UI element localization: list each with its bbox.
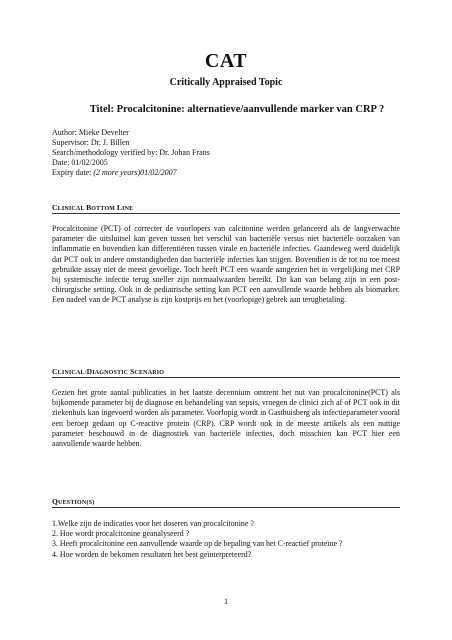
question-item: 2. Hoe wordt procalcitonine geanalyseerd ? xyxy=(52,529,190,539)
expiry-note: (2 more years) xyxy=(93,168,141,177)
document-title: Titel: Procalcitonine: alternatieve/aanvullende marker van CRP ? xyxy=(89,104,385,115)
page-subtitle: Critically Appraised Topic xyxy=(169,77,283,88)
question-item: 4. Hoe worden de bekomen resultaten het best geïnterpreteerd? xyxy=(52,549,252,559)
scenario-paragraph: Gezien het grote aantal publicaties in het laatste decennium omtrent het nut van procalcitonine(PCT) als bijkomende parameter bij de diagnose en behandeling van sepsis, vroegen de clinici zich af of PCT ook in dit ziekenhuis kan ingevoerd worden als parameter. Voorlopig wordt in Gasthuisberg als infectieparameter vooral een beroep gedaan op C-reactive protein (CRP). CRP wordt ook in de meeste artikels als een nuttige parameter beschouwd in de diagnostiek van bacteriële infecties, doch misschien kan PCT hier een aanvullende waarde hebben. xyxy=(52,388,400,449)
section-heading-questions: QUESTION(S) xyxy=(52,497,400,508)
page-number: 1 xyxy=(224,597,228,606)
question-item: 1.Welke zijn de indicaties voor het doseren van procalcitonine ? xyxy=(52,519,254,528)
bottom-line-paragraph: Procalcitonine (PCT) of correcter de voorlopers van calcitonine werden gelanceerd als de langverwachte parameter die uitsluitsel kan geven tussen het verschil van bacteriële versus niet bacteriële oorzaken van inflammatie en bovendien kan differentiëren tussen virale en bacteriële infecties. Gaandeweg werd duidelijk dat PCT ook in andere omstandigheden dan bacteriële infecties kan stijgen. Bovendien is de tot nu toe meest gebruikte assay niet de meest gevoelige. Toch heeft PCT een waarde aangezien het in vergelijking met CRP bij systemische infectie terug sneller zijn normaalwaarden bereikt. Dit kan van belang zijn in een post-chirurgische setting. Ook in de pediatrische setting kan PCT een aanvullende waarde hebben als biomarker. Een nadeel van de PCT analyse is zijn kostprijs en het (voorlopige) gebrek aan terugbetaling. xyxy=(52,224,400,305)
section-heading-bottom-line: CLINICAL BOTTOM LINE xyxy=(52,203,400,214)
author-line: Author: Mieke Develter xyxy=(52,128,129,137)
verified-line: Search/methodology verified by: Dr. Johan Frans xyxy=(52,148,210,157)
expiry-label: Expiry date: xyxy=(52,168,94,177)
section-heading-scenario: CLINICAL/DIAGNOSTIC SCENARIO xyxy=(52,367,400,378)
metadata-block xyxy=(52,128,412,178)
date-line: Date: 01/02/2005 xyxy=(52,158,108,167)
question-item: 3. Heeft procalcitonine een aanvullende waarde op de bepaling van het C-reactief proteïne ? xyxy=(52,539,343,549)
questions-list xyxy=(52,519,400,560)
expiry-value: 01/02/2007 xyxy=(140,168,177,177)
page-title: CAT xyxy=(204,50,248,72)
supervisor-line: Supervisor: Dr. J. Billen xyxy=(52,138,130,147)
expiry-line xyxy=(52,168,412,178)
